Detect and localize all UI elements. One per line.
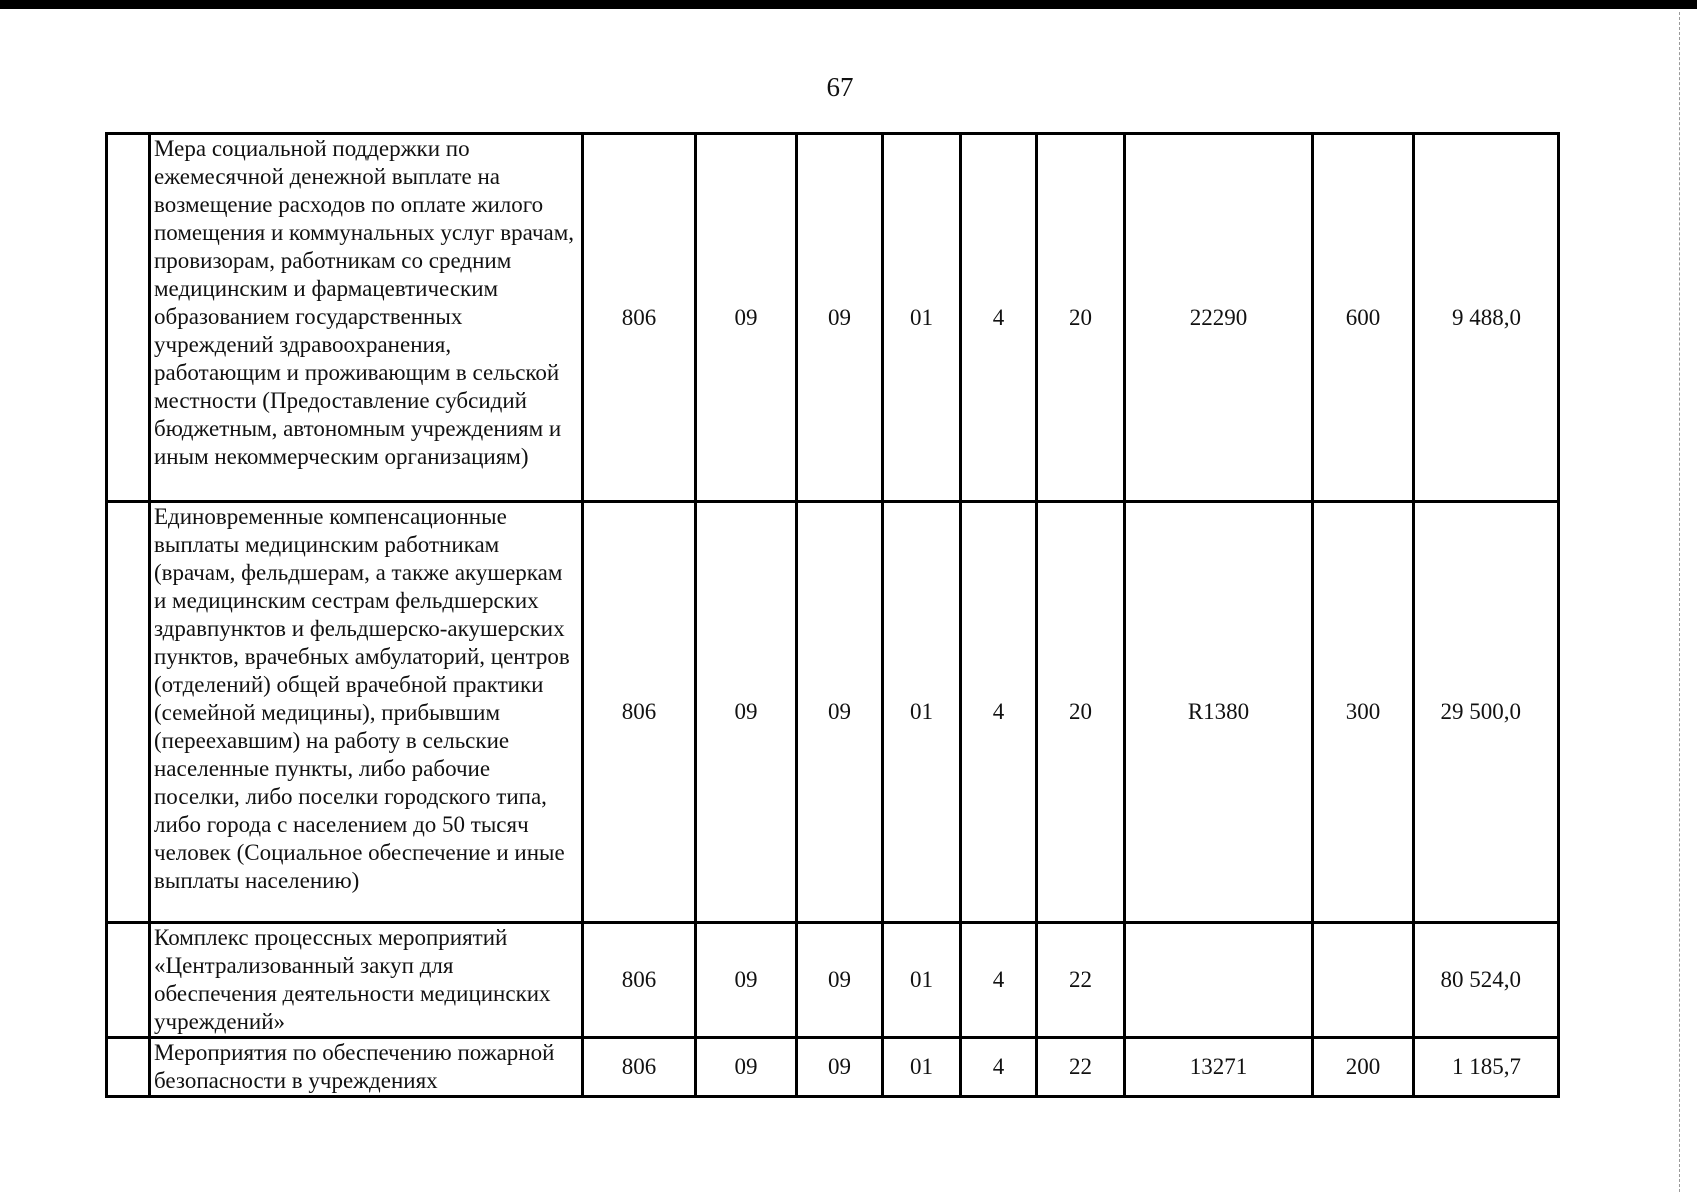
subsection-code-cell: 09 [797,134,883,502]
row-number-cell [107,502,150,923]
row-name-cell: Единовременные компенсационные выплаты медицинским работникам (врачам, фельдшерам, а также акушеркам и медицинским сестрам фельдшерских здравпунктов и фельдшерско-акушерских пунктов, врачебных амбулаторий, центров (отделений) общей врачебной практики (семейной медицины), прибывшим (переехавшим) на работу в сельские населенные пункты, либо рабочие поселки, либо поселки городского типа, либо города с населением до 50 тысяч человек (Социальное обеспечение и иные выплаты населению) [150,502,583,923]
row-number-cell [107,923,150,1038]
ministry-code-cell: 806 [583,923,696,1038]
budget-table [105,132,1560,1098]
subprogram-code-cell: 4 [961,502,1037,923]
subprogram-code-cell: 4 [961,923,1037,1038]
table-row [107,1038,1559,1097]
program-code-cell: 01 [883,134,961,502]
amount-cell: 80 524,0 [1414,923,1559,1038]
expense-type-cell [1313,923,1414,1038]
subprogram-code-cell: 4 [961,1038,1037,1097]
row-number-cell [107,1038,150,1097]
direction-code-cell: R1380 [1125,502,1313,923]
program-code-cell: 01 [883,1038,961,1097]
amount-cell: 29 500,0 [1414,502,1559,923]
table-row [107,502,1559,923]
row-name-cell: Мероприятия по обеспечению пожарной безопасности в учреждениях [150,1038,583,1097]
expense-type-cell: 200 [1313,1038,1414,1097]
section-code-cell: 09 [696,923,797,1038]
expense-type-cell: 300 [1313,502,1414,923]
program-code-cell: 01 [883,923,961,1038]
element-code-cell: 22 [1037,923,1125,1038]
amount-cell: 9 488,0 [1414,134,1559,502]
element-code-cell: 20 [1037,502,1125,923]
row-name-cell: Комплекс процессных мероприятий «Централизованный закуп для обеспечения деятельности медицинских учреждений» [150,923,583,1038]
program-code-cell: 01 [883,502,961,923]
direction-code-cell: 22290 [1125,134,1313,502]
page-number: 67 [826,72,854,102]
subprogram-code-cell: 4 [961,134,1037,502]
subsection-code-cell: 09 [797,502,883,923]
scan-right-edge [1679,12,1680,1192]
subsection-code-cell: 09 [797,923,883,1038]
ministry-code-cell: 806 [583,502,696,923]
table-row [107,134,1559,502]
row-number-cell [107,134,150,502]
element-code-cell: 22 [1037,1038,1125,1097]
ministry-code-cell: 806 [583,134,696,502]
scan-top-border [0,0,1697,9]
section-code-cell: 09 [696,502,797,923]
direction-code-cell [1125,923,1313,1038]
expense-type-cell: 600 [1313,134,1414,502]
subsection-code-cell: 09 [797,1038,883,1097]
section-code-cell: 09 [696,134,797,502]
direction-code-cell: 13271 [1125,1038,1313,1097]
table-row [107,923,1559,1038]
element-code-cell: 20 [1037,134,1125,502]
row-name-cell: Мера социальной поддержки по ежемесячной денежной выплате на возмещение расходов по оплате жилого помещения и коммунальных услуг врачам, провизорам, работникам со средним медицинским и фармацевтическим образованием государственных учреждений здравоохранения, работающим и проживающим в сельской местности (Предоставление субсидий бюджетным, автономным учреждениям и иным некоммерческим организациям) [150,134,583,502]
section-code-cell: 09 [696,1038,797,1097]
amount-cell: 1 185,7 [1414,1038,1559,1097]
ministry-code-cell: 806 [583,1038,696,1097]
